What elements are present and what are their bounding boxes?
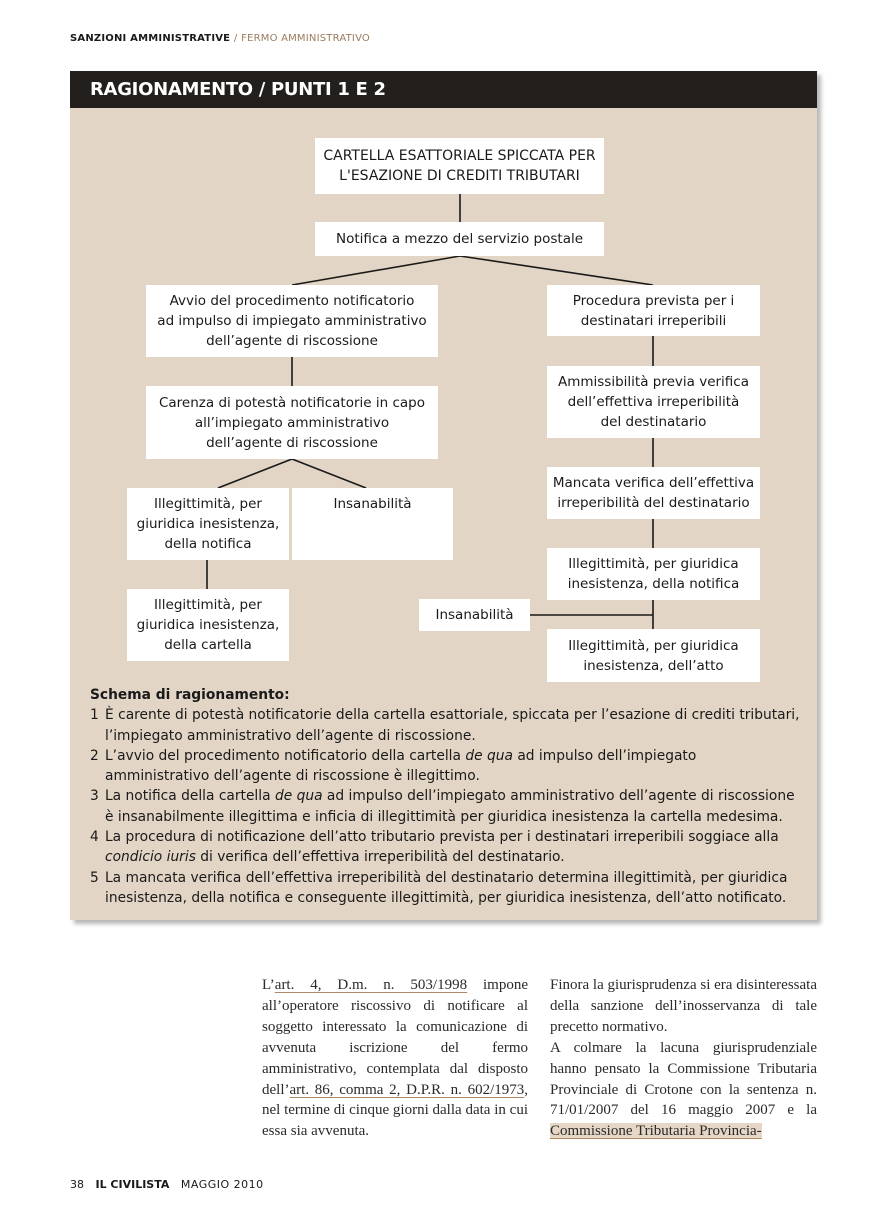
procedura-box: Procedura prevista per i destinatari irreperibili (547, 285, 760, 336)
schema-title: Schema di ragionamento: (90, 687, 290, 703)
reasoning-panel (70, 71, 817, 920)
connector-carenza-illegittimita (218, 459, 292, 488)
illegittimita-cartella-box: Illegittimità, per giuridica inesistenza, della cartella (127, 589, 289, 661)
schema-item: 1 È carente di potestà notificatorie della cartella esattoriale, spiccata per l’esazione di crediti tributari, l’impiegato amministrativo dell’agente di riscossione. (90, 707, 800, 744)
schema-item: 2 L’avvio del procedimento notificatorio della cartella de qua ad impulso dell’impiegato amministrativo dell’agente di riscossione è illegittimo. (90, 747, 697, 785)
connector-notifica-procedura (460, 256, 653, 285)
page-number: 38 (70, 1178, 84, 1191)
insanabilita-left-box: Insanabilità (292, 488, 453, 560)
body-column-2 (550, 975, 817, 1142)
law-reference-link[interactable]: art. 4, D.m. n. 503/1998 (274, 977, 468, 993)
schema-item: 3 La notifica della cartella de qua ad impulso dell’impiegato amministrativo dell’agente di riscossione è insanabilmente illegittima e inficia di illegittimità per giuridica inesistenza la cartella medesima. (90, 788, 795, 825)
running-head-section: SANZIONI AMMINISTRATIVE (70, 33, 231, 44)
insanabilita-right-box: Insanabilità (419, 599, 530, 631)
running-head-separator: / (233, 33, 238, 44)
issue-date: MAGGIO 2010 (180, 1178, 264, 1191)
panel-title: RAGIONAMENTO / PUNTI 1 E 2 (90, 79, 386, 100)
notifica-box: Notifica a mezzo del servizio postale (315, 222, 604, 256)
connector-carenza-insanabilita (292, 459, 366, 488)
page-footer (70, 1178, 264, 1191)
paragraph: Finora la giurisprudenza si era disinteressata della sanzione dell’inosservanza di tale precetto normativo. (550, 977, 817, 1035)
reasoning-schema (90, 685, 800, 908)
connector-notifica-avvio (292, 256, 460, 285)
carenza-box: Carenza di potestà notificatorie in capo all’impiegato amministrativo dell’agente di riscossione (146, 386, 438, 459)
illegittimita-atto-box: Illegittimità, per giuridica inesistenza, dell’atto (547, 629, 760, 682)
law-reference-link[interactable]: art. 86, comma 2, D.P.R. n. 602/1973 (289, 1081, 525, 1098)
root-box: CARTELLA ESATTORIALE SPICCATA PER L'ESAZIONE DI CREDITI TRIBUTARI (315, 138, 604, 194)
schema-item: 5 La mancata verifica dell’effettiva irreperibilità del destinatario determina illegittimità, per giuridica inesistenza, della notifica e conseguente illegittimità, per giuridica inesistenza, dell’atto notificato. (90, 869, 788, 906)
magazine-name: IL CIVILISTA (95, 1178, 170, 1191)
illegittimita-notifica-right-box: Illegittimità, per giuridica inesistenza, della notifica (547, 548, 760, 600)
schema-list (90, 705, 800, 908)
avvio-box: Avvio del procedimento notificatorio ad impulso di impiegato amministrativo dell’agente di riscossione (146, 285, 438, 357)
body-column-1: L’art. 4, D.m. n. 503/1998 impone all’operatore riscossivo di notificare al soggetto interessato la comunicazione di avvenuta iscrizione del fermo amministrativo, contemplata dal disposto dell’art. 86, comma 2, D.P.R. n. 602/1973, nel termine di cinque giorni dalla data in cui essa sia avvenuta. (262, 977, 528, 1140)
paragraph: A colmare la lacuna giurisprudenziale hanno pensato la Commissione Tributaria Provinciale di Crotone con la sentenza n. 71/01/2007 del 16 maggio 2007 e la Commissione Tributaria Provincia- (550, 1039, 817, 1140)
ammissibilita-box: Ammissibilità previa verifica dell’effettiva irreperibilità del destinatario (547, 366, 760, 438)
highlighted-link[interactable]: Commissione Tributaria Provincia- (550, 1123, 762, 1140)
mancata-verifica-box: Mancata verifica dell’effettiva irreperibilità del destinatario (547, 467, 760, 519)
illegittimita-notifica-left-box: Illegittimità, per giuridica inesistenza, della notifica (127, 488, 289, 560)
running-head (70, 33, 370, 44)
schema-item: 4 La procedura di notificazione dell’atto tributario prevista per i destinatari irreperibili soggiace alla condicio iuris di verifica dell’effettiva irreperibilità del destinatario. (90, 829, 779, 866)
running-head-subsection: FERMO AMMINISTRATIVO (241, 33, 371, 44)
